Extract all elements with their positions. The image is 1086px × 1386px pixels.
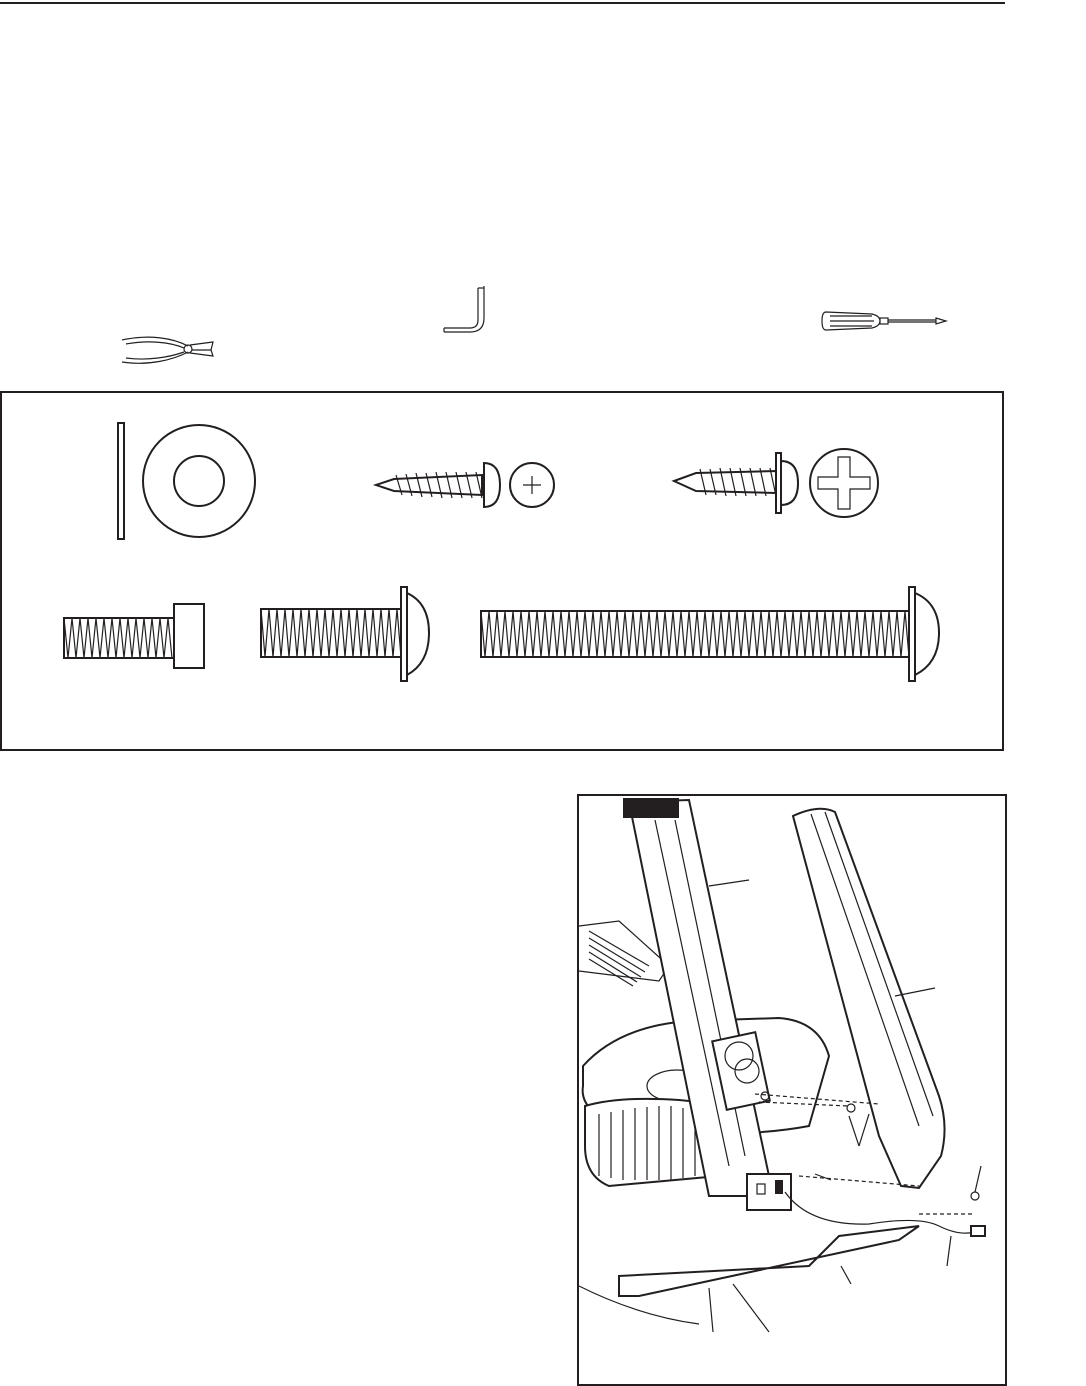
button-bolt-short-part: [257, 585, 437, 685]
phillips-screw-part: [372, 453, 562, 523]
pliers-icon: [118, 330, 218, 370]
phillips-screwdriver-icon: [820, 306, 950, 336]
parts-box: [0, 391, 1004, 751]
header-rule: [0, 2, 1005, 4]
allen-wrench-icon: [440, 284, 500, 334]
washer-part: [110, 421, 270, 541]
button-bolt-long-part: [477, 585, 947, 685]
patch-screw-part: [60, 598, 210, 678]
self-drilling-screw-part: [670, 443, 890, 533]
assembly-figure: [577, 794, 1007, 1386]
treadmill-upright-illustration: [579, 796, 1005, 1384]
tools-row: [0, 280, 1086, 380]
